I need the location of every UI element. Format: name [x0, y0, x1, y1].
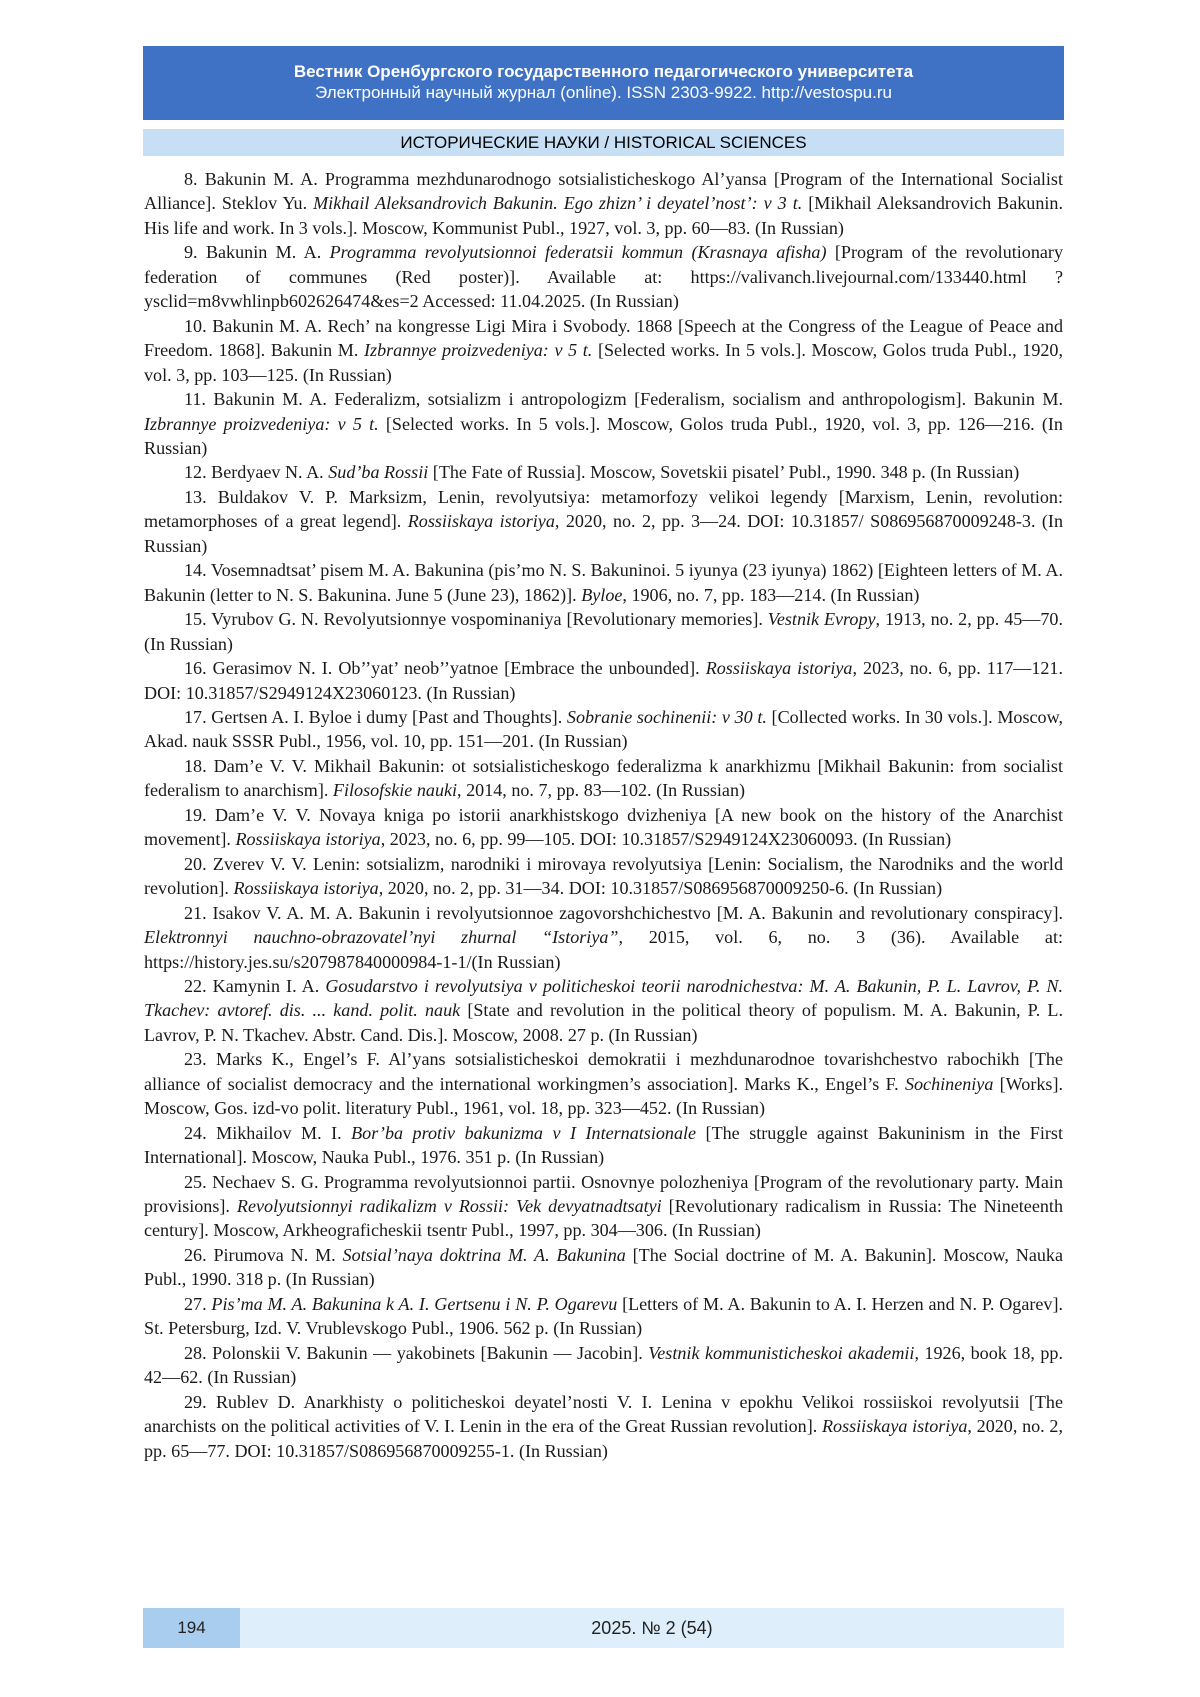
reference-item: 8. Bakunin M. A. Programma mezhdunarodnogo sotsialisticheskogo Al’yansa [Program of the International Socialist Alliance]. Steklov Yu. Mikhail Aleksandrovich Bakunin. Ego zhizn’ i deyatel’nost’: v 3 t. [Mikhail Aleksandrovich Bakunin. His life and work. In 3 vols.]. Moscow, Kommunist Publ., 1927, vol. 3, pp. 60—83. (In Russian) [144, 169, 1063, 238]
reference-item: 24. Mikhailov M. I. Bor’ba protiv bakunizma v I Internatsionale [The struggle against Bakuninism in the First International]. Moscow, Nauka Publ., 1976. 351 p. (In Russian) [144, 1122, 1063, 1168]
journal-subtitle: Электронный научный журнал (online). ISSN 2303-9922. http://vestospu.ru [315, 83, 892, 102]
reference-item: 18. Dam’e V. V. Mikhail Bakunin: ot sotsialisticheskogo federalizma k anarkhizmu [Mikhail Bakunin: from socialist federalism to anarchism]. Filosofskie nauki, 2014, no. 7, pp. 83—102. (In Russian) [144, 755, 1063, 801]
reference-item: 28. Polonskii V. Bakunin — yakobinets [Bakunin — Jacobin]. Vestnik kommunisticheskoi akademii, 1926, book 18, pp. 42—62. (In Russian) [144, 1342, 1063, 1388]
reference-item: 19. Dam’e V. V. Novaya kniga po istorii anarkhistskogo dvizheniya [A new book on the history of the Anarchist movement]. Rossiiskaya istoriya, 2023, no. 6, pp. 99—105. DOI: 10.31857/S2949124X23060093. (In Russian) [144, 804, 1063, 850]
reference-item: 17. Gertsen A. I. Byloe i dumy [Past and Thoughts]. Sobranie sochinenii: v 30 t. [Collected works. In 30 vols.]. Moscow, Akad. nauk SSSR Publ., 1956, vol. 10, pp. 151—201. (In Russian) [144, 706, 1063, 752]
reference-item: 11. Bakunin M. A. Federalizm, sotsializm i antropologizm [Federalism, socialism and anthropologism]. Bakunin M. Izbrannye proizvedeniya: v 5 t. [Selected works. In 5 vols.]. Moscow, Golos truda Publ., 1920, vol. 3, pp. 126—216. (In Russian) [144, 389, 1063, 458]
reference-item: 22. Kamynin I. A. Gosudarstvo i revolyutsiya v politicheskoi teorii narodnichestva: M. A. Bakunin, P. L. Lavrov, P. N. Tkachev: avtoref. dis. ... kand. polit. nauk [State and revolution in the political theory of populism. M. A. Bakunin, P. L. Lavrov, P. N. Tkachev. Abstr. Cand. Dis.]. Moscow, 2008. 27 p. (In Russian) [144, 975, 1064, 1045]
reference-item: 29. Rublev D. Anarkhisty o politicheskoi deyatel’nosti V. I. Lenina v epokhu Velikoi rossiiskoi revolyutsii [The anarchists on the political activities of V. I. Lenin in the era of the Great Russian revolution]. Rossiiskaya istoriya, 2020, no. 2, pp. 65—77. DOI: 10.31857/S086956870009255-1. (In Russian) [144, 1391, 1063, 1461]
reference-item: 27. Pis’ma M. A. Bakunina k A. I. Gertsenu i N. P. Ogarevu [Letters of M. A. Bakunin to A. I. Herzen and N. P. Ogarev]. St. Petersburg, Izd. V. Vrublevskogo Publ., 1906. 562 p. (In Russian) [144, 1293, 1063, 1339]
reference-item: 10. Bakunin M. A. Rech’ na kongresse Ligi Mira i Svobody. 1868 [Speech at the Congress of the League of Peace and Freedom. 1868]. Bakunin M. Izbrannye proizvedeniya: v 5 t. [Selected works. In 5 vols.]. Moscow, Golos truda Publ., 1920, vol. 3, pp. 103—125. (In Russian) [144, 315, 1063, 385]
reference-item: 23. Marks K., Engel’s F. Al’yans sotsialisticheskoi demokratii i mezhdunarodnoe tovarishchestvo rabochikh [The alliance of socialist democracy and the international workingmen’s association]. Marks K., Engel’s F. Sochineniya [Works]. Moscow, Gos. izd-vo polit. literatury Publ., 1961, vol. 18, pp. 323—452. (In Russian) [144, 1049, 1063, 1119]
reference-item: 14. Vosemnadtsat’ pisem M. A. Bakunina (pis’mo N. S. Bakuninoi. 5 iyunya (23 iyunya) 1862) [Eighteen letters of M. A. Bakunin (letter to N. S. Bakunina. June 5 (June 23), 1862)]. Byloe, 1906, no. 7, pp. 183—214. (In Russian) [144, 560, 1063, 605]
reference-item: 9. Bakunin M. A. Programma revolyutsionnoi federatsii kommun (Krasnaya afisha) [Program of the revolutionary federation of communes (Red poster)]. Available at: https://valivanch.livejournal.com/133440.html ?ysclid=m8vwhlinpb602626474&es=2 Accessed: 11.04.2025. (In Russian) [144, 242, 1063, 312]
issue-number: 2025. № 2 (54) [240, 1608, 1064, 1648]
reference-item: 12. Berdyaev N. A. Sud’ba Rossii [The Fate of Russia]. Moscow, Sovetskii pisatel’ Publ., 1990. 348 p. (In Russian) [184, 462, 1020, 483]
reference-item: 21. Isakov V. A. M. A. Bakunin i revolyutsionnoe zagovorshchichestvo [M. A. Bakunin and revolutionary conspiracy]. Elektronnyi nauchno-obrazovatel’nyi zhurnal “Istoriya”, 2015, vol. 6, no. 3 (36). Available at: https://history.jes.su/s207987840000984-1-1/(In Russian) [144, 902, 1064, 972]
reference-item: 20. Zverev V. V. Lenin: sotsializm, narodniki i mirovaya revolyutsiya [Lenin: Socialism, the Narodniks and the world revolution]. Rossiiskaya istoriya, 2020, no. 2, pp. 31—34. DOI: 10.31857/S086956870009250-6. (In Russian) [144, 853, 1063, 899]
section-heading: ИСТОРИЧЕСКИЕ НАУКИ / HISTORICAL SCIENCES [143, 129, 1064, 156]
journal-header [143, 46, 1064, 120]
journal-title: Вестник Оренбургского государственного педагогического университета [293, 62, 914, 81]
page-number: 194 [143, 1608, 240, 1648]
reference-item: 25. Nechaev S. G. Programma revolyutsionnoi partii. Osnovnye polozheniya [Program of the revolutionary party. Main provisions]. Revolyutsionnyi radikalizm v Rossii: Vek devyatnadtsatyi [Revolutionary radicalism in Russia: The Nineteenth century]. Moscow, Arkheograficheskii tsentr Publ., 1997, pp. 304—306. (In Russian) [144, 1171, 1063, 1241]
reference-list [144, 167, 1063, 1463]
reference-item: 26. Pirumova N. M. Sotsial’naya doktrina M. A. Bakunina [The Social doctrine of M. A. Bakunin]. Moscow, Nauka Publ., 1990. 318 p. (In Russian) [144, 1244, 1063, 1290]
reference-item: 13. Buldakov V. P. Marksizm, Lenin, revolyutsiya: metamorfozy velikoi legendy [Marxism, Lenin, revolution: metamorphoses of a great legend]. Rossiiskaya istoriya, 2020, no. 2, pp. 3—24. DOI: 10.31857/ S086956870009248-3. (In Russian) [144, 486, 1063, 556]
reference-item: 16. Gerasimov N. I. Ob’’yat’ neob’’yatnoe [Embrace the unbounded]. Rossiiskaya istoriya, 2023, no. 6, pp. 117—121. DOI: 10.31857/S2949124X23060123. (In Russian) [144, 658, 1064, 703]
reference-item: 15. Vyrubov G. N. Revolyutsionnye vospominaniya [Revolutionary memories]. Vestnik Evropy, 1913, no. 2, pp. 45—70. (In Russian) [144, 609, 1063, 654]
